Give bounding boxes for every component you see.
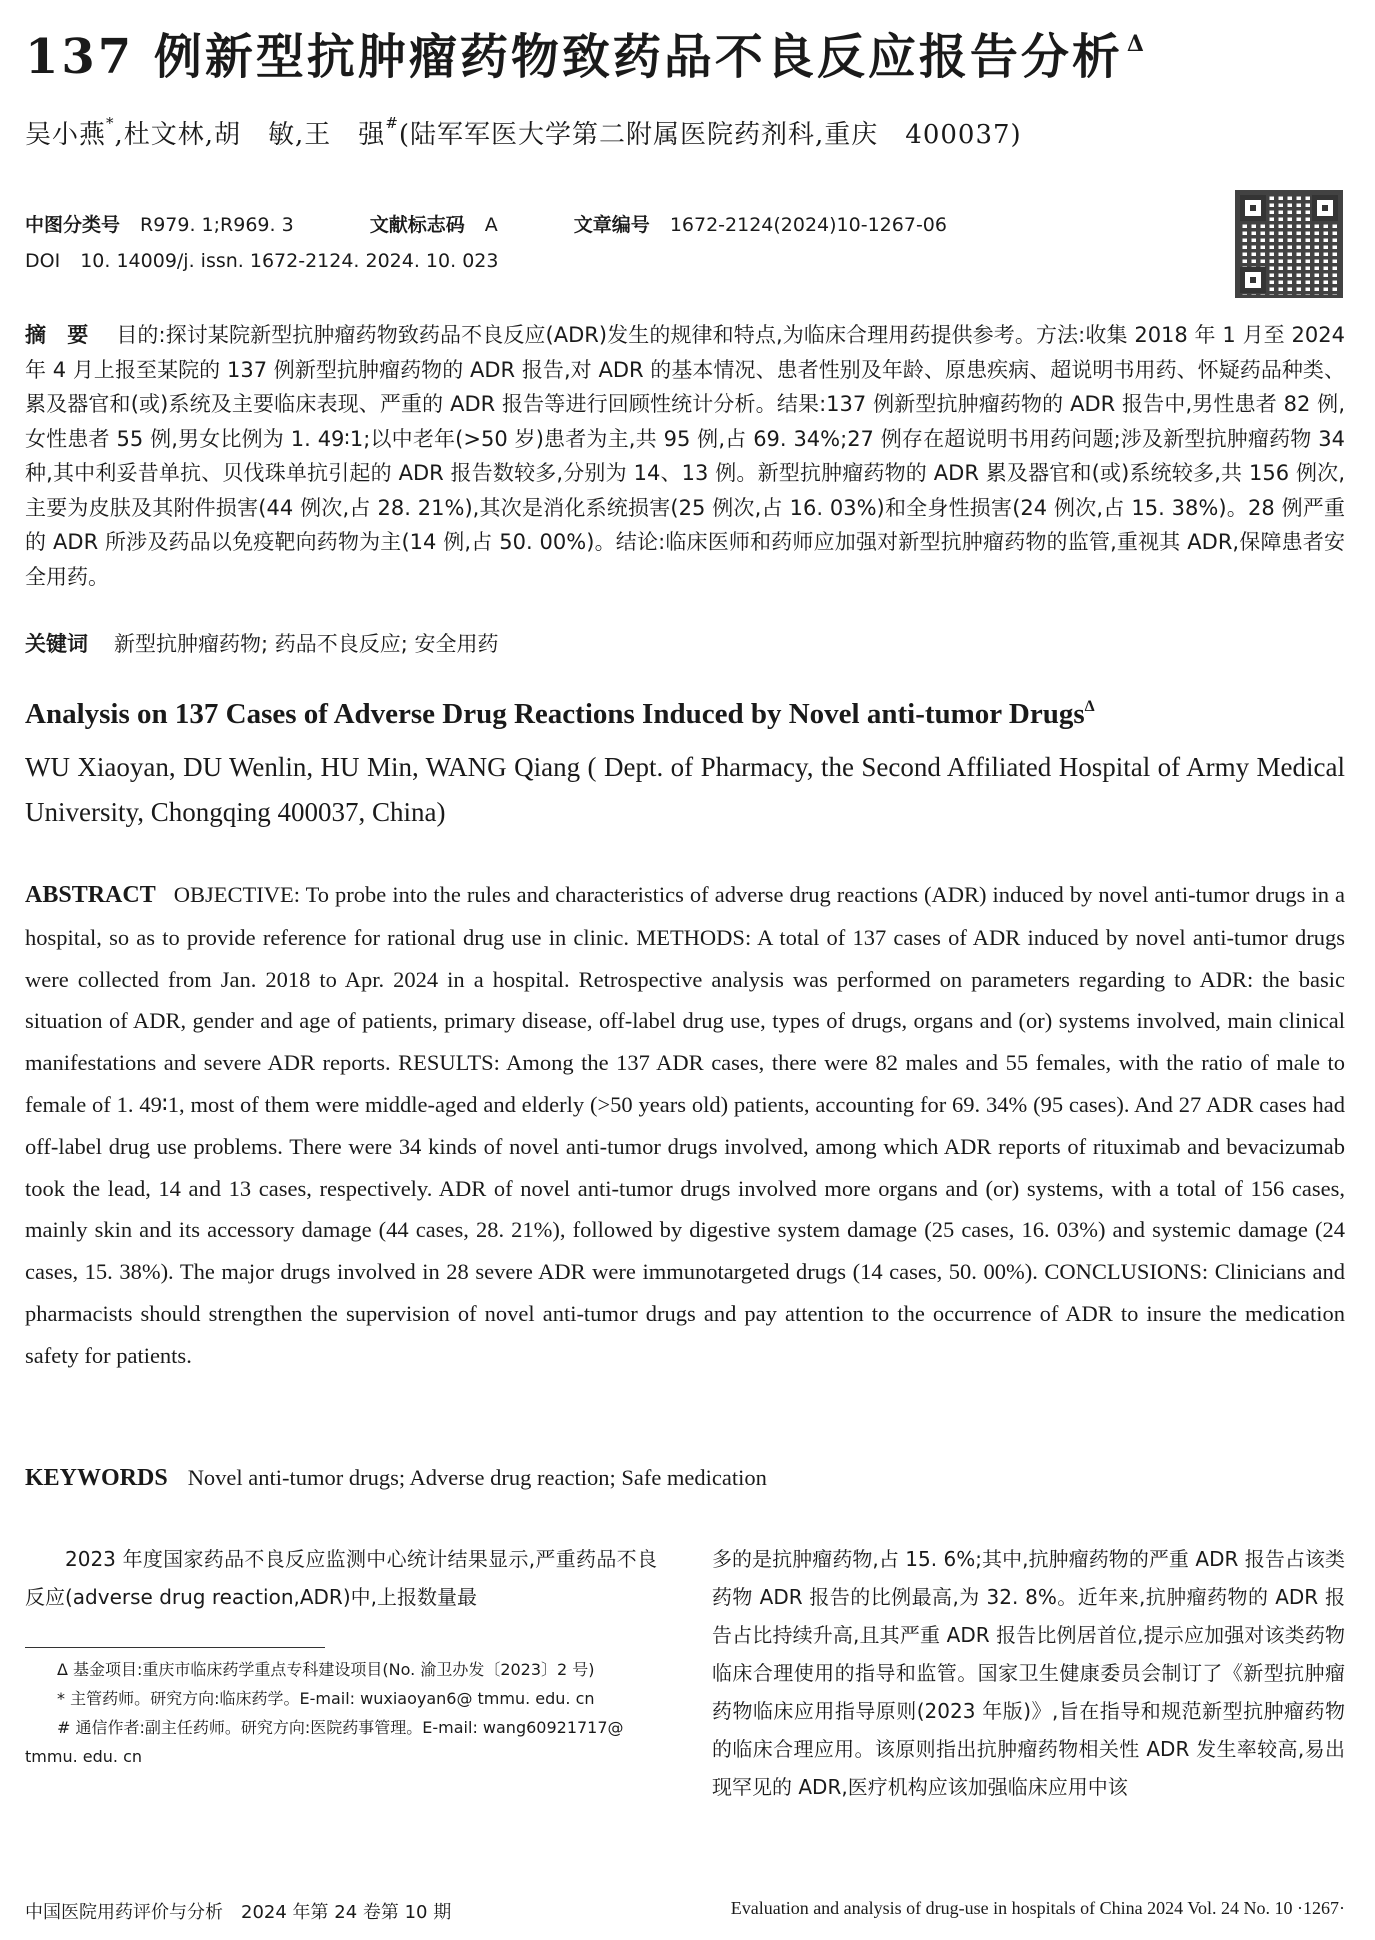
footnotes bbox=[25, 1655, 657, 1771]
chinese-keywords: 关键词 新型抗肿瘤药物; 药品不良反应; 安全用药 bbox=[25, 632, 499, 656]
english-keywords: KEYWORDS Novel anti-tumor drugs; Adverse drug reaction; Safe medication bbox=[25, 1465, 767, 1491]
classification-line: 中图分类号 R979. 1;R969. 3 文献标志码 A 文章编号 1672-2124(2024)10-1267-06 bbox=[25, 214, 947, 236]
doi-value[interactable]: 10. 14009/j. issn. 1672-2124. 2024. 10. 023 bbox=[80, 250, 499, 272]
body-column-right: 多的是抗肿瘤药物,占 15. 6%;其中,抗肿瘤药物的严重 ADR 报告占该类药物 ADR 报告的比例最高,为 32. 8%。近年来,抗肿瘤药物的 ADR 报告占比持续升高,且其严重 ADR 报告比例居首位,提示应加强对该类药物临床合理使用的指导和监管。国家卫生健康委员会制订了《新型抗肿瘤药物临床应用指导原则(2023 年版)》,旨在指导和规范新型抗肿瘤药物的临床合理应用。该原则指出抗肿瘤药物相关性 ADR 发生率较高,易出现罕见的 ADR,医疗机构应该加强临床应用中该 bbox=[712, 1547, 1345, 1799]
footer-journal-en: Evaluation and analysis of drug-use in hospitals of China 2024 Vol. 24 No. 10 ·1267· bbox=[730, 1898, 1345, 1918]
footnote-divider bbox=[25, 1647, 325, 1648]
chinese-abstract: 摘 要 目的:探讨某院新型抗肿瘤药物致药品不良反应(ADR)发生的规律和特点,为临床合理用药提供参考。方法:收集 2018 年 1 月至 2024 年 4 月上报至某院的 137 例新型抗肿瘤药物的 ADR 报告,对 ADR 的基本情况、患者性别及年龄、原患疾病、超说明书用药、怀疑药品种类、累及器官和(或)系统及主要临床表现、严重的 ADR 报告等进行回顾性统计分析。结果:137 例新型抗肿瘤药物的 ADR 报告中,男性患者 82 例,女性患者 55 例,男女比例为 1. 49∶1;以中老年(>50 岁)患者为主,共 95 例,占 69. 34%;27 例存在超说明书用药问题;涉及新型抗肿瘤药物 34 种,其中利妥昔单抗、贝伐珠单抗引起的 ADR 报告数较多,分别为 14、13 例。新型抗肿瘤药物的 ADR 累及器官和(或)系统较多,共 156 例次,主要为皮肤及其附件损害(44 例次,占 28. 21%),其次是消化系统损害(25 例次,占 16. 03%)和全身性损害(24 例次,占 15. 38%)。28 例严重的 ADR 所涉及药品以免疫靶向药物为主(14 例,占 50. 00%)。结论:临床医师和药师应加强对新型抗肿瘤药物的监管,重视其 ADR,保障患者安全用药。 bbox=[25, 323, 1346, 589]
author-affiliation: (陆军军医大学第二附属医院药剂科,重庆 400037) bbox=[398, 120, 1022, 150]
english-authors: WU Xiaoyan, DU Wenlin, HU Min, WANG Qiang ( Dept. of Pharmacy, the Second Affiliated Hospital of Army Medical University, Chongqing 400037, China) bbox=[25, 752, 1345, 827]
body-column-left: 2023 年度国家药品不良反应监测中心统计结果显示,严重药品不良反应(adverse drug reaction,ADR)中,上报数量最 bbox=[25, 1547, 657, 1609]
article-number-value: 1672-2124(2024)10-1267-06 bbox=[669, 214, 947, 236]
doi-line: DOI 10. 14009/j. issn. 1672-2124. 2024. 10. 023 bbox=[25, 250, 499, 272]
author-line: 吴小燕*,杜文林,胡 敏,王 强#(陆军军医大学第二附属医院药剂科,重庆 400037) bbox=[25, 114, 1022, 150]
footnote-first-author: * 主管药师。研究方向:临床药学。E-mail: wuxiaoyan6@ tmmu. edu. cn bbox=[57, 1689, 595, 1708]
article-title: 137 例新型抗肿瘤药物致药品不良反应报告分析 $^\Delta$ bbox=[25, 29, 1147, 85]
qr-code-icon bbox=[1235, 190, 1343, 298]
footnote-corresponding-author: # 通信作者:副主任药师。研究方向:医院药事管理。E-mail: wang60921717@ tmmu. edu. cn bbox=[25, 1718, 624, 1766]
doc-code-value: A bbox=[484, 214, 498, 236]
author-first: 吴小燕 bbox=[25, 120, 107, 150]
footer-journal-cn: 中国医院用药评价与分析 2024 年第 24 卷第 10 期 bbox=[25, 1902, 452, 1923]
english-abstract: ABSTRACT OBJECTIVE: To probe into the rules and characteristics of adverse drug reactions (ADR) induced by novel anti-tumor drugs in a hospital, so as to provide reference for rational drug use in clinic. METHODS: A total of 137 cases of ADR induced by novel anti-tumor drugs were collected from Jan. 2018 to Apr. 2024 in a hospital. Retrospective analysis was performed on parameters regarding to ADR: the basic situation of ADR, gender and age of patients, primary disease, off-label drug use, types of drugs, organs and (or) systems involved, main clinical manifestations and severe ADR reports. RESULTS: Among the 137 ADR cases, there were 82 males and 55 females, with the ratio of male to female of 1. 49∶1, most of them were middle-aged and elderly (>50 years old) patients, accounting for 69. 34% (95 cases). And 27 ADR cases had off-label drug use problems. There were 34 kinds of novel anti-tumor drugs involved, among which ADR reports of rituximab and bevacizumab took the lead, 14 and 13 cases, respectively. ADR of novel anti-tumor drugs involved more organs and (or) systems, with a total of 156 cases, mainly skin and its accessory damage (44 cases, 28. 21%), followed by digestive system damage (25 cases, 16. 03%) and systemic damage (24 cases, 15. 38%). The major drugs involved in 28 severe ADR were immunotargeted drugs (14 cases, 50. 00%). CONCLUSIONS: Clinicians and pharmacists should strengthen the supervision of novel anti-tumor drugs and pay attention to the occurrence of ADR to insure the medication safety for patients. bbox=[25, 882, 1345, 1368]
clc-value: R979. 1;R969. 3 bbox=[140, 214, 294, 236]
author-others: ,杜文林,胡 敏,王 强 bbox=[114, 120, 386, 150]
title-fund-mark: Δ bbox=[1126, 31, 1147, 57]
english-title: Analysis on 137 Cases of Adverse Drug Reactions Induced by Novel anti-tumor Drugs$^\Delta$ bbox=[25, 698, 1095, 730]
footnote-fund: Δ 基金项目:重庆市临床药学重点专科建设项目(No. 渝卫办发〔2023〕2 号) bbox=[57, 1660, 595, 1679]
